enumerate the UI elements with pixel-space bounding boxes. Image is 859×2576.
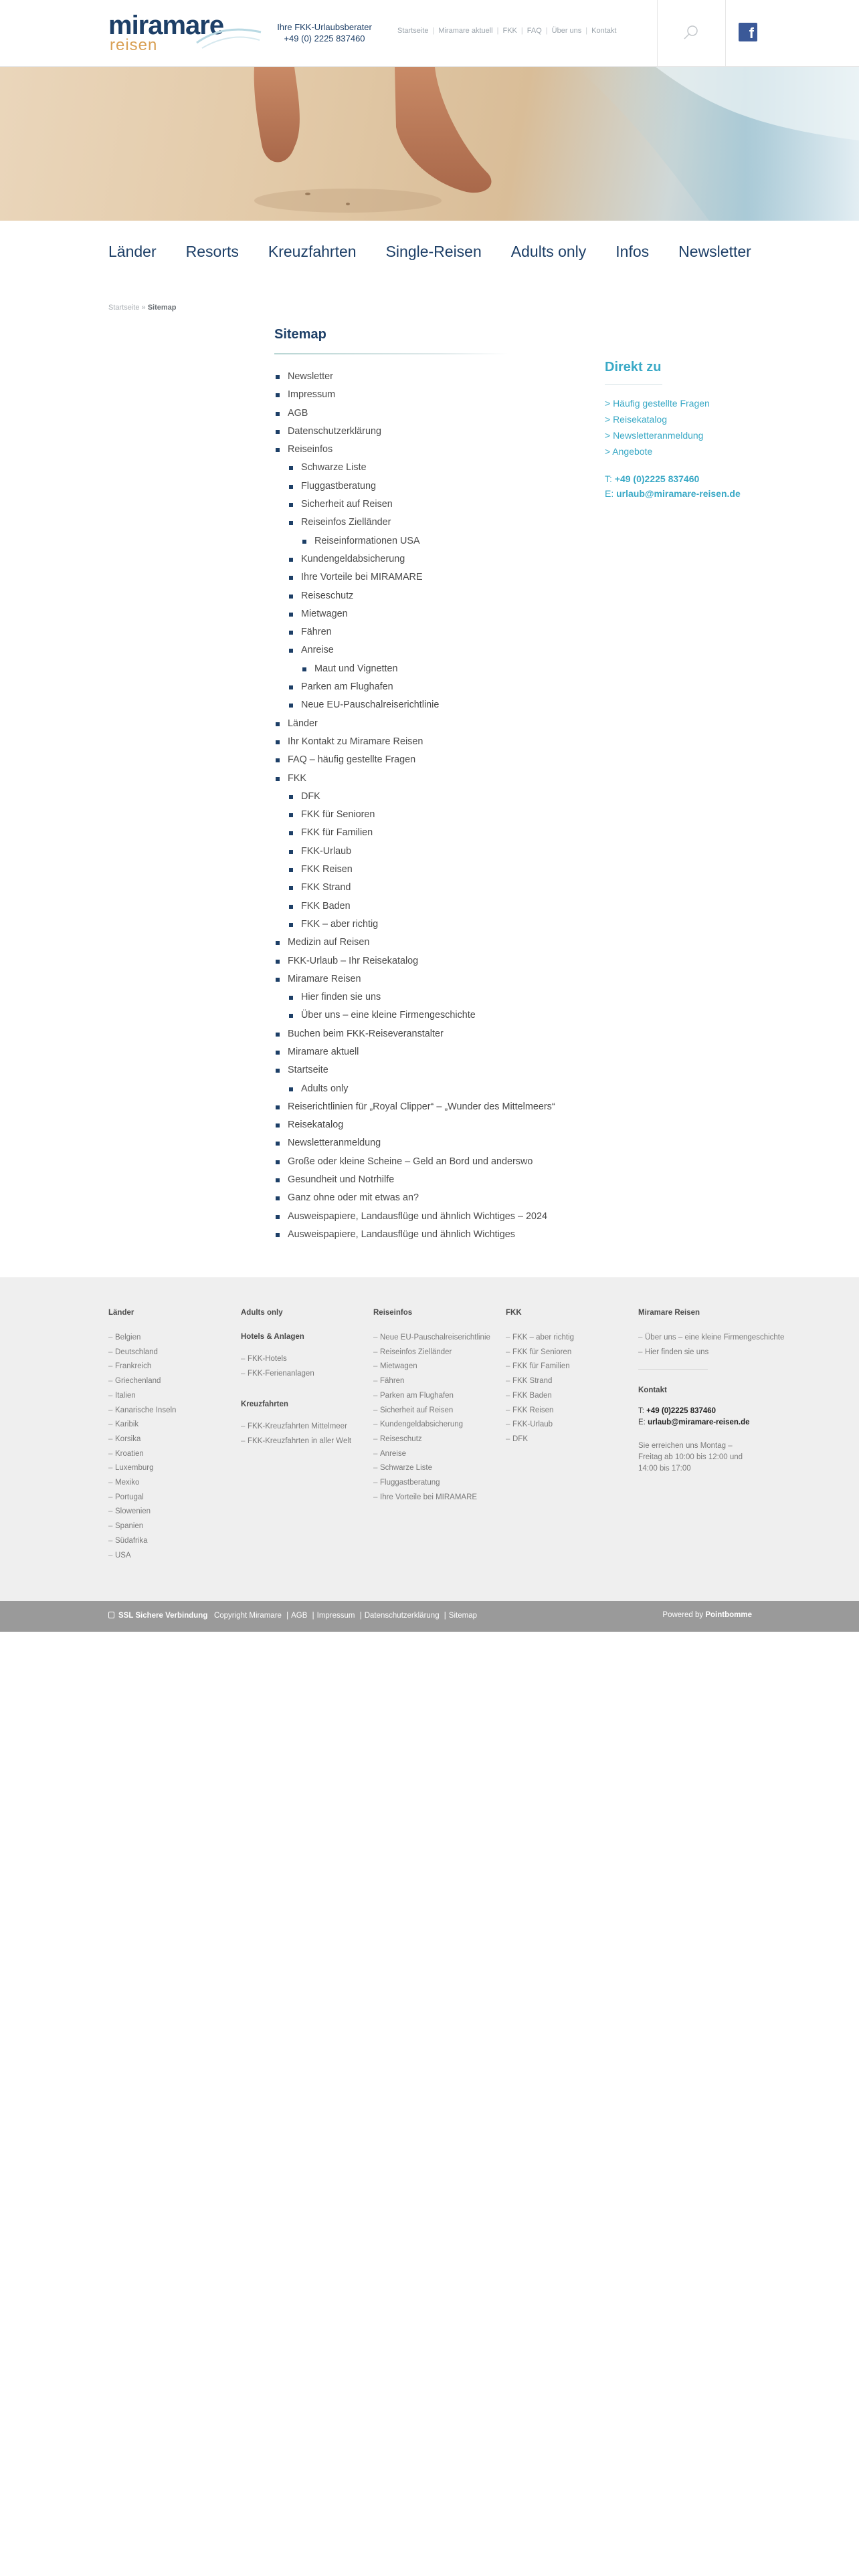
footer-link-reiseinfo[interactable]: – Schwarze Liste [373, 1461, 490, 1476]
sitemap-link[interactable]: Reiserichtlinien für „Royal Clipper“ – „Wunder des Mittelmeers“ [288, 1101, 555, 1112]
sitemap-item [274, 1208, 575, 1226]
footer-link-hotel[interactable]: – FKK-Ferienanlagen [241, 1367, 351, 1382]
breadcrumb-home[interactable]: Startseite [108, 304, 140, 312]
footer-link-fkk[interactable]: – DFK [506, 1432, 574, 1447]
sitemap-link[interactable]: Newsletter [288, 371, 333, 382]
sitemap-sublist [288, 459, 575, 714]
sitemap-item [274, 368, 575, 386]
sitemap-link[interactable]: Mietwagen [301, 608, 348, 619]
sitemap-link[interactable]: Neue EU-Pauschalreiserichtlinie [301, 700, 440, 711]
footer-link-land[interactable]: – USA [108, 1549, 176, 1564]
sitemap-link[interactable]: Reiseinfos Zielländer [301, 517, 391, 528]
mainnav-single-reisen[interactable]: Single-Reisen [385, 243, 482, 260]
hotline [274, 21, 375, 44]
footer-adults-kreuzfahrten-title: Kreuzfahrten [241, 1400, 288, 1409]
site-footer [0, 1277, 859, 1601]
sitemap-link[interactable]: Gesundheit und Notrhilfe [288, 1174, 395, 1186]
footer-link-reiseinfo[interactable]: – Neue EU-Pauschalreiserichtlinie [373, 1331, 490, 1346]
sitemap-link[interactable]: Reiseinformationen USA [314, 535, 420, 546]
sitemap-item [288, 916, 575, 934]
sitemap-link[interactable]: Miramare aktuell [288, 1046, 359, 1057]
sitemap-item [288, 824, 575, 842]
sitemap-item [274, 1153, 575, 1171]
sidebar-link-angebote[interactable]: > Angebote [605, 446, 653, 457]
footer-link-land[interactable]: – Slowenien [108, 1505, 176, 1519]
footer-adults-hotels-title: Hotels & Anlagen [241, 1333, 304, 1341]
footer-col-adults [241, 1307, 351, 1449]
bottom-bar [0, 1601, 859, 1632]
footer-link-reiseinfo[interactable]: – Sicherheit auf Reisen [373, 1404, 490, 1418]
topnav-kontakt[interactable]: Kontakt [591, 27, 617, 35]
footer-opening-hours: Sie erreichen uns Montag – Freitag ab 10:00 bis 12:00 und 14:00 bis 17:00 [638, 1442, 743, 1473]
sitemap-item [288, 861, 575, 879]
sitemap-link[interactable]: DFK [301, 790, 320, 802]
footer-reiseinfos-title: Reiseinfos [373, 1309, 413, 1317]
footer-fkk-list [506, 1331, 574, 1447]
sitemap-link[interactable]: Länder [288, 718, 318, 729]
sitemap-link[interactable]: Impressum [288, 389, 336, 401]
footer-link-land[interactable]: – Deutschland [108, 1346, 176, 1360]
footer-link-reiseinfo[interactable]: – Ihre Vorteile bei MIRAMARE [373, 1491, 490, 1505]
top-navigation: Startseite | Miramare aktuell | FKK | FAQ | Über uns | Kontakt [397, 27, 617, 35]
beach-feet-illustration [0, 67, 859, 221]
title-divider [274, 353, 508, 354]
sitemap-item [288, 1006, 575, 1025]
sitemap-item [274, 1189, 575, 1207]
sitemap-sublist [288, 1080, 575, 1098]
hero-image [0, 67, 859, 221]
sitemap-sublist [288, 988, 575, 1025]
sitemap-item [288, 897, 575, 916]
sidebar-phone-row [605, 471, 752, 486]
footer-link-fkk[interactable]: – FKK Strand [506, 1374, 574, 1389]
sitemap-link[interactable]: Datenschutzerklärung [288, 425, 381, 437]
sitemap-item [274, 405, 575, 423]
sidebar-links [605, 395, 752, 459]
sitemap-link[interactable]: Über uns – eine kleine Firmengeschichte [301, 1010, 476, 1021]
sitemap-link[interactable]: Kundengeldabsicherung [301, 553, 405, 564]
footer-link-fkk[interactable]: – FKK Reisen [506, 1404, 574, 1418]
ssl-label: SSL Sichere Verbindung [118, 1612, 208, 1620]
topnav-miramare-aktuell[interactable]: Miramare aktuell [438, 27, 493, 35]
sitemap-link[interactable]: Newsletteranmeldung [288, 1138, 381, 1149]
sitemap-link[interactable]: FKK-Urlaub [301, 845, 352, 857]
sitemap-link[interactable]: Fluggastberatung [301, 480, 377, 492]
sitemap-link[interactable]: FKK Baden [301, 900, 351, 911]
footer-link-land[interactable]: – Spanien [108, 1519, 176, 1534]
sitemap-link[interactable]: FKK – aber richtig [301, 918, 379, 930]
sitemap-item [288, 696, 575, 714]
sitemap-item [274, 1025, 575, 1043]
sitemap-item [274, 751, 575, 769]
mainnav-resorts[interactable]: Resorts [185, 243, 239, 260]
sitemap-item [274, 1226, 575, 1244]
bottom-link-impressum[interactable]: Impressum [316, 1612, 355, 1620]
sitemap-link[interactable]: Maut und Vignetten [314, 663, 398, 674]
logo-wordmark: miramare [108, 11, 224, 40]
footer-link-reiseinfo[interactable]: – Kundengeldabsicherung [373, 1418, 490, 1432]
sitemap-link[interactable]: Reiseschutz [301, 590, 354, 601]
sitemap-link[interactable]: Ausweispapiere, Landausflüge und ähnlich Wichtiges [288, 1228, 515, 1240]
sitemap-item [274, 1043, 575, 1061]
sitemap-link[interactable]: Medizin auf Reisen [288, 937, 370, 948]
footer-link-land[interactable]: – Karibik [108, 1418, 176, 1432]
footer-link-fkk[interactable]: – FKK für Senioren [506, 1346, 574, 1360]
main-navigation [108, 241, 751, 265]
sitemap-link[interactable]: Buchen beim FKK-Reiseveranstalter [288, 1028, 444, 1039]
sidebar-link-faq[interactable]: > Häufig gestellte Fragen [605, 398, 710, 409]
footer-email-row [638, 1417, 752, 1428]
sitemap-item [274, 1061, 575, 1098]
footer-col-fkk [506, 1307, 574, 1447]
sitemap-item [288, 988, 575, 1006]
sitemap-link[interactable]: Schwarze Liste [301, 462, 367, 473]
footer-link-reiseinfo[interactable]: – Parken am Flughafen [373, 1389, 490, 1404]
sidebar-email[interactable]: urlaub@miramare-reisen.de [616, 488, 741, 499]
sitemap-item [288, 477, 575, 496]
footer-link-fkk[interactable]: – FKK Baden [506, 1389, 574, 1404]
sitemap-link[interactable]: Anreise [301, 645, 334, 656]
sidebar-title: Direkt zu [605, 360, 662, 374]
sitemap-item [274, 386, 575, 404]
sitemap-link[interactable]: Ganz ohne oder mit etwas an? [288, 1192, 419, 1204]
footer-link-land[interactable]: – Frankreich [108, 1360, 176, 1374]
footer-link-miramare[interactable]: – Über uns – eine kleine Firmengeschichte [638, 1331, 752, 1346]
logo-subline: reisen [110, 36, 158, 54]
sitemap-item [288, 568, 575, 586]
sitemap-link[interactable]: AGB [288, 407, 308, 419]
facebook-icon[interactable]: f [739, 23, 757, 41]
sitemap-item [288, 496, 575, 514]
sitemap-item [288, 843, 575, 861]
footer-link-reiseinfo[interactable]: – Reiseschutz [373, 1432, 490, 1447]
sitemap-sublist [288, 788, 575, 934]
footer-adults-hotels-list [241, 1352, 351, 1381]
sitemap-item [288, 459, 575, 477]
footer-link-land[interactable]: – Italien [108, 1389, 176, 1404]
sitemap-item [274, 733, 575, 751]
main-content [274, 325, 575, 1244]
footer-link-reiseinfo[interactable]: – Reiseinfos Zielländer [373, 1346, 490, 1360]
sitemap-link[interactable]: Fähren [301, 627, 332, 638]
sitemap-link[interactable]: FKK [288, 772, 306, 784]
sitemap-item [274, 770, 575, 934]
footer-link-land[interactable]: – Kanarische Inseln [108, 1404, 176, 1418]
sitemap-link[interactable]: Reisekatalog [288, 1119, 344, 1131]
breadcrumb-separator: » [139, 304, 148, 312]
topnav-faq[interactable]: FAQ [527, 27, 542, 35]
mainnav-newsletter[interactable]: Newsletter [678, 243, 751, 260]
breadcrumb-current: Sitemap [147, 304, 177, 312]
footer-link-fkk[interactable]: – FKK für Familien [506, 1360, 574, 1374]
footer-phone-prefix: T: [638, 1407, 644, 1416]
footer-link-land[interactable]: – Mexiko [108, 1476, 176, 1491]
sitemap-item [288, 879, 575, 897]
footer-kontakt-title: Kontakt [638, 1386, 667, 1395]
sitemap-link[interactable]: Reiseinfos [288, 444, 333, 455]
page-title: Sitemap [274, 327, 326, 342]
sitemap-item [274, 1171, 575, 1189]
sitemap-link[interactable]: FKK Strand [301, 882, 351, 893]
sitemap-item [274, 1116, 575, 1134]
sitemap-item [274, 441, 575, 714]
footer-laender-title: Länder [108, 1309, 134, 1317]
magnifier-icon [681, 23, 701, 43]
mainnav-laender[interactable]: Länder [108, 243, 157, 260]
sidebar [605, 358, 752, 501]
sitemap-item [288, 623, 575, 641]
sitemap-link[interactable]: Ihre Vorteile bei MIRAMARE [301, 572, 423, 583]
bottom-link-agb[interactable]: AGB [291, 1612, 308, 1620]
footer-link-land[interactable]: – Luxemburg [108, 1461, 176, 1476]
powered-by-link[interactable]: Pointbomme [705, 1611, 752, 1619]
sitemap-list [274, 368, 575, 1244]
sidebar-divider [605, 384, 662, 385]
sitemap-link[interactable]: Parken am Flughafen [301, 681, 393, 693]
sidebar-email-prefix: E: [605, 488, 614, 499]
logo-swirl-icon [195, 23, 262, 53]
sitemap-item [288, 788, 575, 806]
sitemap-link[interactable]: FKK für Senioren [301, 809, 375, 821]
footer-laender-list [108, 1331, 176, 1563]
footer-col-reiseinfos [373, 1307, 490, 1505]
sitemap-item [301, 660, 575, 678]
sitemap-item [274, 423, 575, 441]
sidebar-contact [605, 471, 752, 501]
footer-col-miramare [638, 1307, 785, 1475]
hotline-phone[interactable]: +49 (0) 2225 837460 [284, 33, 365, 43]
footer-col-laender [108, 1307, 176, 1563]
header-divider [657, 0, 658, 67]
footer-link-miramare[interactable]: – Hier finden sie uns [638, 1346, 752, 1360]
footer-adults-kreuzfahrten-list [241, 1420, 351, 1448]
footer-adults-title: Adults only [241, 1309, 283, 1317]
breadcrumb [108, 304, 177, 312]
footer-link-land[interactable]: – Kroatien [108, 1447, 176, 1462]
sitemap-link[interactable]: FKK für Familien [301, 827, 373, 839]
sitemap-item [288, 641, 575, 678]
footer-phone[interactable]: +49 (0)2225 837460 [646, 1407, 717, 1416]
footer-link-land[interactable]: – Südafrika [108, 1534, 176, 1549]
footer-link-kreuzfahrt[interactable]: – FKK-Kreuzfahrten Mittelmeer [241, 1420, 351, 1434]
mainnav-adults-only[interactable]: Adults only [510, 243, 587, 260]
sitemap-item [274, 970, 575, 1025]
sitemap-item [274, 934, 575, 952]
sitemap-item [301, 532, 575, 550]
sitemap-link[interactable]: Sicherheit auf Reisen [301, 499, 393, 510]
header-divider [725, 0, 726, 67]
mainnav-kreuzfahrten[interactable]: Kreuzfahrten [268, 243, 357, 260]
footer-link-land[interactable]: – Korsika [108, 1432, 176, 1447]
bottom-link-sitemap[interactable]: Sitemap [448, 1612, 477, 1620]
footer-link-kreuzfahrt[interactable]: – FKK-Kreuzfahrten in aller Welt [241, 1434, 351, 1449]
sidebar-link-reisekatalog[interactable]: > Reisekatalog [605, 414, 668, 425]
bottom-bar-right [662, 1611, 752, 1619]
footer-link-land[interactable]: – Portugal [108, 1491, 176, 1505]
footer-reiseinfos-list [373, 1331, 490, 1505]
footer-link-fkk[interactable]: – FKK – aber richtig [506, 1331, 574, 1346]
powered-by-prefix: Powered by [662, 1611, 704, 1619]
footer-email-prefix: E: [638, 1418, 646, 1427]
bottom-bar-left: SSL Sichere Verbindung Copyright Miramare | AGB | Impressum | Datenschutzerklärung | Sitemap [108, 1611, 477, 1620]
sitemap-sublist [301, 532, 575, 550]
sitemap-item [288, 605, 575, 623]
sitemap-link[interactable]: Ihr Kontakt zu Miramare Reisen [288, 736, 423, 747]
footer-link-land[interactable]: – Griechenland [108, 1374, 176, 1389]
sitemap-link[interactable]: Große oder kleine Scheine – Geld an Bord und anderswo [288, 1156, 533, 1167]
site-header [0, 0, 859, 67]
sidebar-email-row [605, 486, 752, 501]
search-button[interactable] [681, 23, 701, 43]
footer-link-reiseinfo[interactable]: – Anreise [373, 1447, 490, 1462]
sitemap-link[interactable]: FKK-Urlaub – Ihr Reisekatalog [288, 955, 419, 966]
sitemap-item [274, 1134, 575, 1152]
sitemap-item [288, 806, 575, 824]
footer-link-land[interactable]: – Belgien [108, 1331, 176, 1346]
footer-link-hotel[interactable]: – FKK-Hotels [241, 1352, 351, 1367]
sidebar-phone-prefix: T: [605, 473, 612, 484]
footer-link-reiseinfo[interactable]: – Fähren [373, 1374, 490, 1389]
sitemap-sublist [301, 660, 575, 678]
bottom-link-datenschutz[interactable]: Datenschutzerklärung [364, 1612, 440, 1620]
copyright-text: Copyright Miramare [213, 1612, 282, 1620]
sitemap-link[interactable]: FAQ – häufig gestellte Fragen [288, 754, 416, 766]
sitemap-link[interactable]: Miramare Reisen [288, 973, 361, 984]
footer-link-reiseinfo[interactable]: – Mietwagen [373, 1360, 490, 1374]
footer-phone-row [638, 1406, 752, 1417]
footer-fkk-title: FKK [506, 1309, 522, 1317]
footer-email[interactable]: urlaub@miramare-reisen.de [648, 1418, 750, 1427]
sitemap-item [274, 715, 575, 733]
sitemap-item [274, 952, 575, 970]
topnav-startseite[interactable]: Startseite [397, 27, 429, 35]
sidebar-phone[interactable]: +49 (0)2225 837460 [614, 473, 700, 484]
sitemap-item [288, 678, 575, 696]
hotline-title: Ihre FKK-Urlaubsberater [277, 22, 372, 32]
footer-miramare-list [638, 1331, 785, 1360]
mainnav-infos[interactable]: Infos [615, 243, 650, 260]
sitemap-item [288, 587, 575, 605]
sitemap-item [288, 1080, 575, 1098]
sitemap-link[interactable]: Hier finden sie uns [301, 992, 381, 1003]
footer-link-reiseinfo[interactable]: – Fluggastberatung [373, 1476, 490, 1491]
sitemap-link[interactable]: Ausweispapiere, Landausflüge und ähnlich Wichtiges – 2024 [288, 1210, 548, 1222]
sitemap-link[interactable]: Startseite [288, 1065, 328, 1076]
sitemap-item [274, 1098, 575, 1116]
footer-miramare-title: Miramare Reisen [638, 1309, 700, 1317]
sidebar-link-newsletteranmeldung[interactable]: > Newsletteranmeldung [605, 430, 704, 441]
sitemap-item [288, 550, 575, 568]
sitemap-link[interactable]: FKK Reisen [301, 864, 353, 875]
sitemap-item [288, 514, 575, 550]
footer-link-fkk[interactable]: – FKK-Urlaub [506, 1418, 574, 1432]
sitemap-link[interactable]: Adults only [301, 1083, 349, 1094]
footer-divider [638, 1369, 708, 1370]
topnav-fkk[interactable]: FKK [502, 27, 517, 35]
topnav-ueber-uns[interactable]: Über uns [551, 27, 582, 35]
site-logo[interactable] [108, 11, 262, 58]
lock-icon [108, 1612, 114, 1618]
